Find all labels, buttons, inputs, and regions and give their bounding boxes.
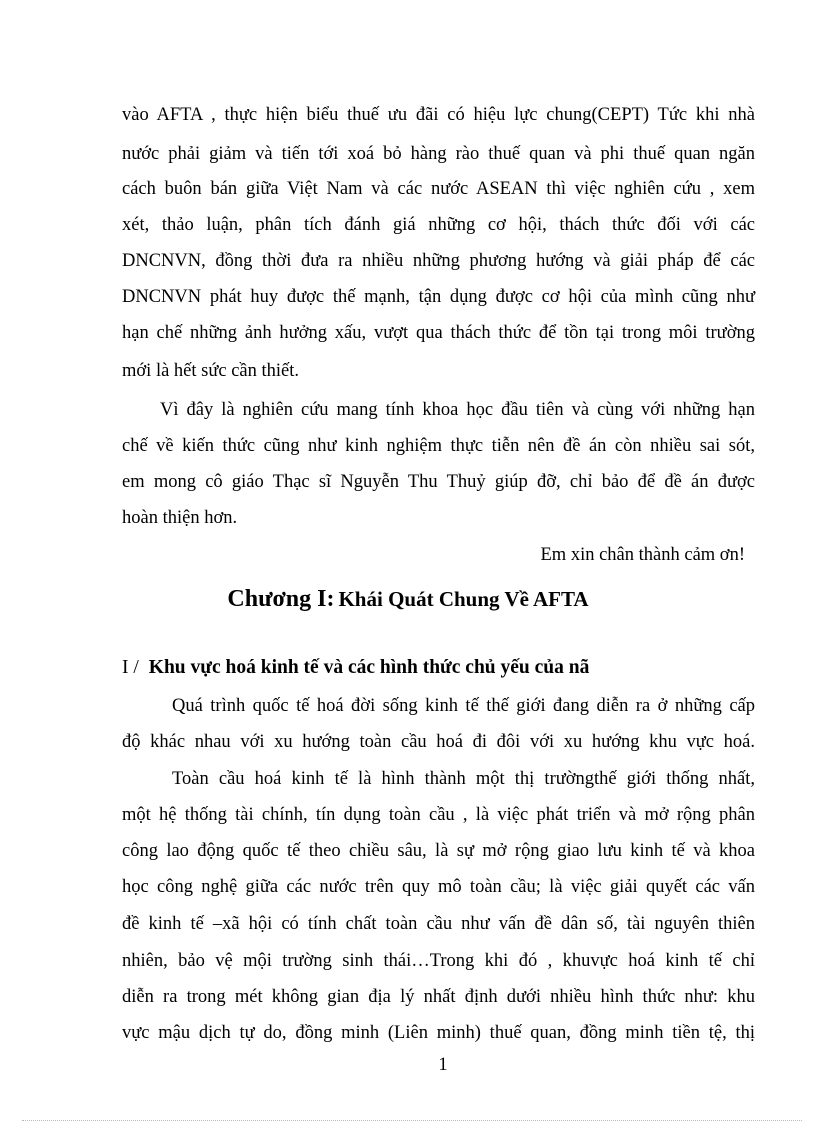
paragraph-3-line: Quá trình quốc tế hoá đời sống kinh tế thế giới đang diễn ra ở những cấp (172, 696, 755, 716)
paragraph-2-line: hoàn thiện hơn. (122, 508, 238, 528)
paragraph-4-line: học công nghệ giữa các nước trên quy mô toàn cầu; là việc giải quyết các vấn (122, 877, 755, 897)
paragraph-1-line: vào AFTA , thực hiện biểu thuế ưu đãi có hiệu lực chung(CEPT) Tức khi nhà (122, 105, 755, 125)
paragraph-2-line: em mong cô giáo Thạc sĩ Nguyễn Thu Thuỷ giúp đỡ, chỉ bảo để đề án được (122, 472, 755, 492)
paragraph-2-line: Vì đây là nghiên cứu mang tính khoa học đầu tiên và cùng với những hạn (160, 400, 755, 420)
page-bottom-border (22, 1120, 802, 1121)
paragraph-1-line: mới là hết sức cần thiết. (122, 361, 300, 381)
chapter-number: Chương I: (227, 586, 335, 612)
paragraph-1-line: cách buôn bán giữa Việt Nam và các nước ASEAN thì việc nghiên cứu , xem (122, 179, 755, 199)
chapter-heading-text: Khái Quát Chung Về AFTA (338, 587, 589, 611)
page-number: 1 (438, 1055, 448, 1075)
paragraph-2-line: chế về kiến thức cũng như kinh nghiệm thực tiễn nên đề án còn nhiều sai sót, (122, 436, 755, 456)
closing-text: Em xin chân thành cảm ơn! (540, 545, 745, 565)
section-title: Khu vực hoá kinh tế và các hình thức chủ yếu của nã (148, 657, 590, 678)
paragraph-4-line: Toàn cầu hoá kinh tế là hình thành một thị trườngthế giới thống nhất, (172, 769, 755, 789)
paragraph-4-line: nhiên, bảo vệ mội trường sinh thái…Trong khi đó , khuvực hoá kinh tế chỉ (122, 951, 755, 971)
paragraph-4-line: một hệ thống tài chính, tín dụng toàn cầu , là việc phát triển và mở rộng phân (122, 805, 755, 825)
paragraph-4-line: đề kinh tế –xã hội có tính chất toàn cầu như vấn đề dân số, tài nguyên thiên (122, 914, 755, 934)
paragraph-1-line: DNCNVN phát huy được thế mạnh, tận dụng được cơ hội của mình cũng như (122, 287, 755, 307)
paragraph-4-line: vực mậu dịch tự do, đồng minh (Liên minh) thuế quan, đồng minh tiền tệ, thị (122, 1023, 755, 1043)
paragraph-1-line: hạn chế những ảnh hưởng xấu, vượt qua thách thức để tồn tại trong môi trường (122, 323, 755, 343)
paragraph-1-line: xét, thảo luận, phân tích đánh giá những cơ hội, thách thức đối với các (122, 215, 755, 235)
chapter-title (0, 584, 816, 617)
paragraph-1-line: nước phải giảm và tiến tới xoá bỏ hàng rào thuế quan và phi thuế quan ngăn (122, 144, 755, 164)
section-number: I / (122, 657, 139, 678)
paragraph-4-line: diễn ra trong mét không gian địa lý nhất định dưới nhiều hình thức như: khu (122, 987, 755, 1007)
paragraph-4-line: công lao động quốc tế theo chiều sâu, là sự mở rộng giao lưu kinh tế và khoa (122, 841, 755, 861)
paragraph-1-line: DNCNVN, đồng thời đưa ra nhiều những phương hướng và giải pháp để các (122, 251, 755, 271)
paragraph-3-line: độ khác nhau với xu hướng toàn cầu hoá đi đôi với xu hướng khu vực hoá. (122, 732, 755, 752)
section-heading (122, 655, 755, 681)
